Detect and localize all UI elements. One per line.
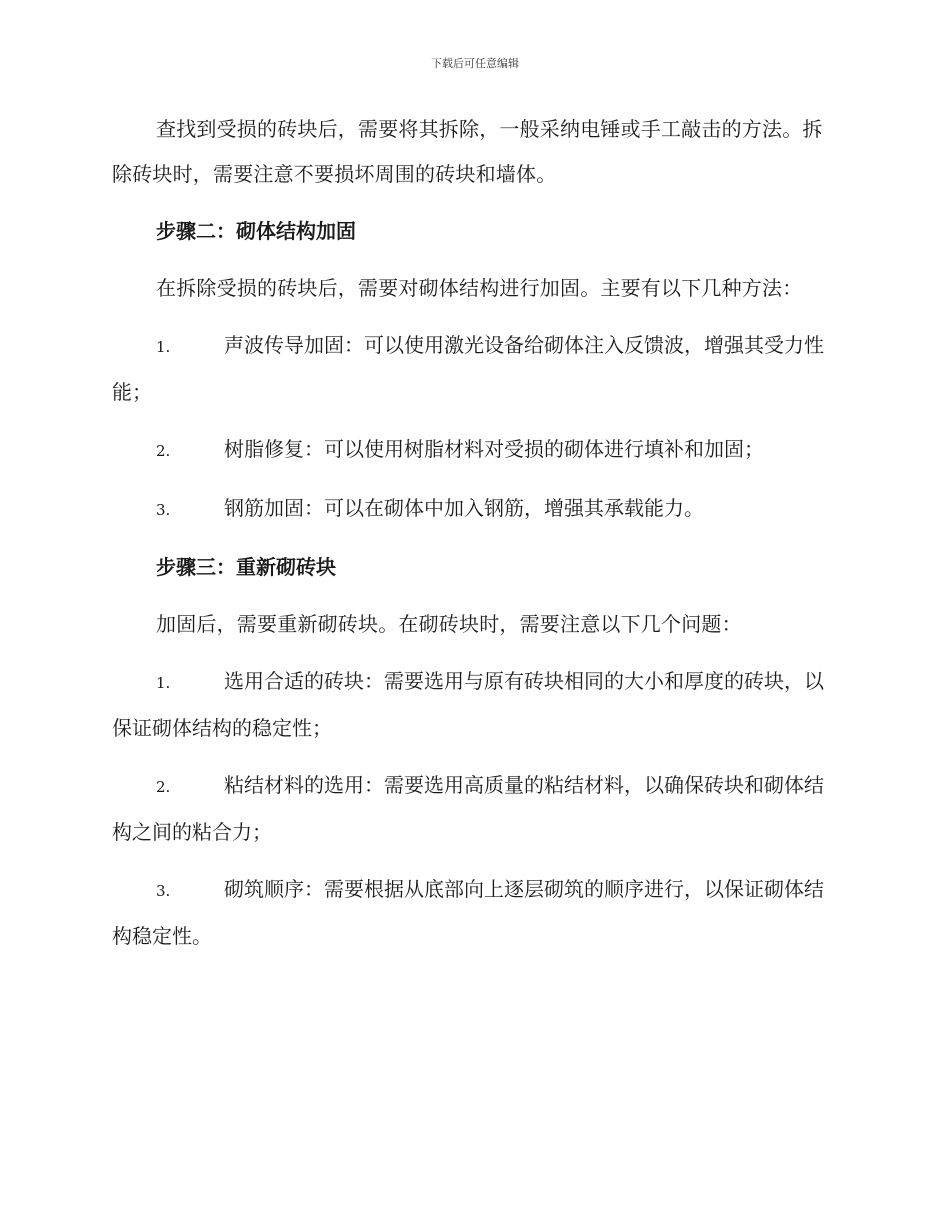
paragraph-relay-intro: 加固后，需要重新砌砖块。在砌砖块时，需要注意以下几个问题： bbox=[156, 612, 742, 636]
list-item-reinforce-2 bbox=[112, 427, 836, 474]
paragraph-reinforcement-intro: 在拆除受损的砖块后，需要对砌体结构进行加固。主要有以下几种方法： bbox=[156, 276, 803, 300]
paragraph-remove-bricks: 查找到受损的砖块后，需要将其拆除，一般采纳电锤或手工敲击的方法。拆除砖块时，需要注意不要损坏周围的砖块和墙体。 bbox=[112, 117, 823, 186]
list-number: 1. bbox=[156, 338, 171, 356]
heading-step-two: 步骤二：砌体结构加固 bbox=[156, 219, 356, 243]
document-body bbox=[112, 107, 836, 971]
list-item-relay-2 bbox=[112, 763, 836, 855]
list-item-text: 选用合适的砖块：需要选用与原有砖块相同的大小和厚度的砖块，以保证砌体结构的稳定性； bbox=[112, 669, 824, 740]
list-item-relay-1 bbox=[112, 659, 836, 751]
heading-step-three: 步骤三：重新砌砖块 bbox=[156, 555, 336, 579]
page-header: 下载后可任意编辑 bbox=[431, 57, 519, 70]
list-item-reinforce-1 bbox=[112, 323, 836, 415]
list-number: 1. bbox=[156, 674, 171, 692]
list-item-relay-3 bbox=[112, 867, 836, 959]
list-number: 3. bbox=[156, 882, 171, 900]
list-item-text: 声波传导加固：可以使用激光设备给砌体注入反馈波，增强其受力性能； bbox=[112, 333, 824, 404]
list-item-text: 钢筋加固：可以在砌体中加入钢筋，增强其承载能力。 bbox=[224, 496, 704, 520]
list-number: 3. bbox=[156, 501, 171, 519]
list-number: 2. bbox=[156, 442, 171, 460]
list-item-text: 粘结材料的选用：需要选用高质量的粘结材料，以确保砖块和砌体结构之间的粘合力； bbox=[112, 773, 824, 844]
list-number: 2. bbox=[156, 778, 171, 796]
list-item-text: 砌筑顺序：需要根据从底部向上逐层砌筑的顺序进行，以保证砌体结构稳定性。 bbox=[112, 877, 824, 948]
list-item-reinforce-3 bbox=[112, 486, 836, 533]
list-item-text: 树脂修复：可以使用树脂材料对受损的砌体进行填补和加固； bbox=[224, 437, 764, 461]
